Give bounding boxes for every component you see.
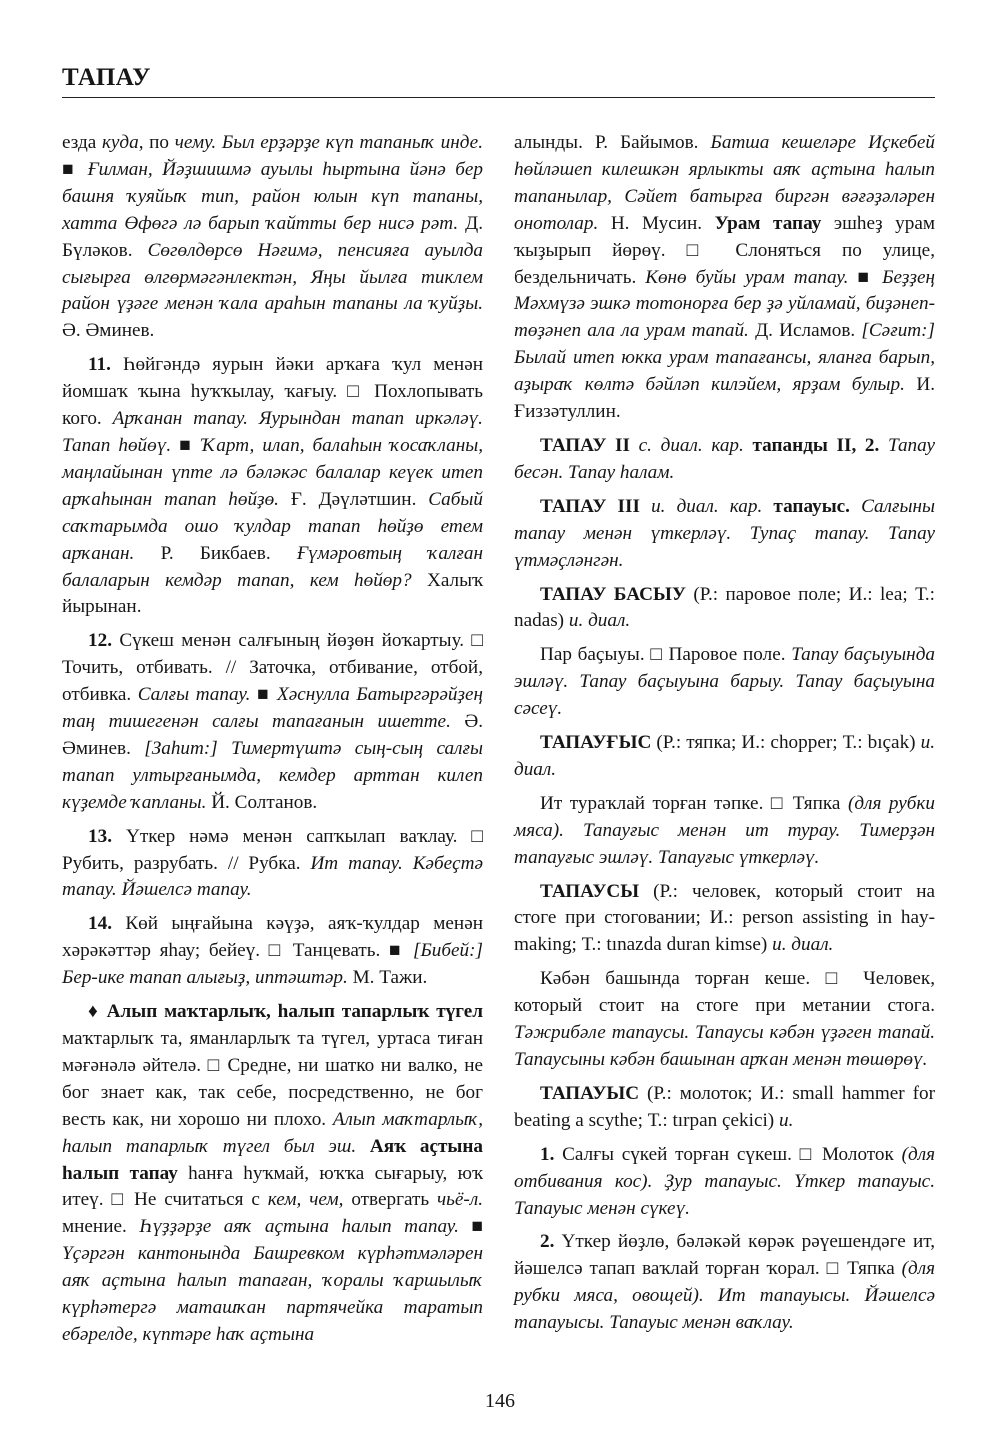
- page-number: 146: [485, 1390, 515, 1412]
- dictionary-paragraph: 1. Салғы сүкей торған сүкеш. □ Молоток (для отбивания кос). Ҙур тапауыс. Үткер тапауыс. Тапауыс менән сүкеү.: [514, 1143, 935, 1219]
- dictionary-paragraph: 12. Сүкеш менән салғының йөҙөн йоҡартыу. □ Точить, отбивать. // Заточка, отбивание, отбой, отбивка. Салғы тапау. ■ Хәснулла Батыргәрәйҙең таң тишегенән салғы тапағанын ишетте. Ә. Әминев. [Заһит:] Тимертүштә сың-сың салғы тапап ултырғанымда, кемдер арттан килеп күҙемде ҡапланы. Й. Солтанов.: [62, 630, 484, 813]
- header-rule: [62, 97, 935, 98]
- dictionary-paragraph: ТАПАУҒЫС (Р.: тяпка; И.: chopper; Т.: bıçak) и. диал.: [514, 732, 935, 780]
- dictionary-paragraph: Пар баҫыуы. □ Паровое поле. Тапау баҫыуында эшләү. Тапау баҫыуына барыу. Тапау баҫыуына сәсеү.: [514, 644, 935, 720]
- dictionary-paragraph: ТАПАУ III и. диал. кар. тапауыс. Салғыны тапау менән үткерләү. Тупаҫ тапау. Тапау үтмәҫләнгән.: [514, 495, 936, 571]
- dictionary-paragraph: 13. Үткер нәмә менән сапҡылап ваҡлау. □ Рубить, разрубать. // Рубка. Ит тапау. Кәбеҫтә тапау. Йәшелсә тапау.: [62, 825, 484, 901]
- dictionary-paragraph: ТАПАУ II с. диал. кар. тапанды II, 2. Тапау бесән. Тапау һалам.: [514, 434, 935, 483]
- dictionary-paragraph: Ит тураҡлай торған тәпке. □ Тяпка (для рубки мяса). Тапауғыс менән ит турау. Тимерҙән тапауғыс эшләү. Тапауғыс үткерләү.: [514, 792, 935, 868]
- dictionary-paragraph: 11. Һөйгәндә яурын йәки арҡаға ҡул менән йомшаҡ ҡына һуҡҡылау, ҡағыу. □ Похлопывать кого. Арҡанан тапау. Яурындан тапап иркәләү. Тапап һөйөү. ■ Ҡарт, илап, балаһын ҡосаҡланы, маңлайынан үпте лә бәләкәс балалар кеүек итеп арҡаһынан тапап һөйҙө. Ғ. Дәүләтшин. Сабый саҡтарымда ошо ҡулдар тапап һөйҙө етем арҡанан. Р. Бикбаев. Ғүмәровтың ҡалған балаларын кемдәр тапап, кем һөйөр? Халыҡ йырынан.: [62, 354, 484, 618]
- dictionary-paragraph: ТАПАУ БАСЫУ (Р.: паровое поле; И.: lea; Т.: nadas) и. диал.: [514, 583, 936, 632]
- dictionary-paragraph: ТАПАУСЫ (Р.: человек, который стоит на стоге при стоговании; И.: person assisting in hay-making; Т.: tınazda duran kimse) и. диал.: [514, 880, 935, 956]
- left-column: [62, 130, 483, 1356]
- running-head: ТАПАУ: [62, 64, 152, 91]
- dictionary-paragraph: ♦ Алып маҡтарлыҡ, һалып тапарлыҡ түгел маҡтарлыҡ та, яманларлыҡ та түгел, уртаса тиған мәғәнәлә әйтелә. □ Средне, ни шатко ни валко, не бог знает как, так себе, посредственно, не бог весть как, ни хорошо ни плохо. Алып маҡтарлыҡ, һалып тапарлыҡ түгел был эш. Аяҡ аҫтына һалып тапау һанға һуҡмай, юҡҡа сығарыу, юҡ итеү. □ Не считаться с кем, чем, отвергать чьё-л. мнение. Һүҙҙәрҙе аяҡ аҫтына һалып тапау. ■ Үҫәргән кантонында Башревком күрһәтмәләрен аяҡ аҫтына һалып тапаған, ҡоралы ҡаршылыҡ күрһәтергә маташҡан партячейка таратып ебәрелде, күптәре һаҡ аҫтына: [62, 1001, 484, 1345]
- dictionary-paragraph: 2. Үткер йөҙлө, бәләкәй көрәк рәүешендәге ит, йәшелсә тапап ваҡлай торған ҡорал. □ Тяпка (для рубки мяса, овощей). Ит тапауысы. Йәшелсә тапауысы. Тапауыс менән ваҡлау.: [514, 1231, 935, 1334]
- dictionary-paragraph: 14. Көй ыңғайына кәүҙә, аяҡ-ҡулдар менән хәрәкәттәр яһау; бейеү. □ Танцевать. ■ [Бибей:] Бер-ике тапап алығыҙ, иптәштәр. М. Тажи.: [62, 913, 483, 989]
- dictionary-paragraph: алынды. Р. Байымов. Батша кешеләре Иҫкебей һөйләшеп килешкән ярлыкты аяҡ аҫтына һалып тапанылар, Сәйет батырға биргән вәғәҙәләрен онотолар. Н. Мусин. Урам тапау эшһеҙ урам ҡыҙырып йөрөү. □ Слоняться по улице, бездельничать. Көнө буйы урам тапау. ■ Беҙҙең Мәхмүзә эшкә тотонорға бер ҙә уйламай, биҙәнеп-төҙәнеп ала ла урам тапай. Д. Исламов. [Сәғит:] Былай итеп юкка урам тапағансы, яланға барып, аҙыраҡ көлтә бәйләп килэйем, ярҙам булыр. И. Ғиззәтуллин.: [514, 132, 936, 423]
- dictionary-paragraph: Кәбән башында торған кеше. □ Человек, который стоит на стоге при метании стога. Тәжрибәле тапаусы. Тапаусы кәбән үҙәген тапай. Тапаусыны кәбән башынан арҡан менән төшөрөү.: [514, 968, 935, 1070]
- dictionary-paragraph: езда куда, по чему. Был ерҙәрҙе күп тапаныҡ инде. ■ Ғилман, Йәҙшишмә ауылы һыртына йәнә бер башня ҡуяйыҡ тип, район юлын күп тапаны, хатта Өфөгә лә барып ҡайтты бер нисә рәт. Д. Бүләков. Сөгөлдөрсө Нәғимә, пенсияға ауылда сығырға өлгөрмәгәнлектән, Яңы йылға тиклем район үҙәге менән ҡала араһын тапаны ла ҡуйҙы. Ә. Әминев.: [62, 132, 483, 342]
- right-column: [514, 130, 935, 1344]
- dictionary-paragraph: ТАПАУЫС (Р.: молоток; И.: small hammer for beating a scythe; Т.: tırpan çekici) и.: [514, 1082, 935, 1131]
